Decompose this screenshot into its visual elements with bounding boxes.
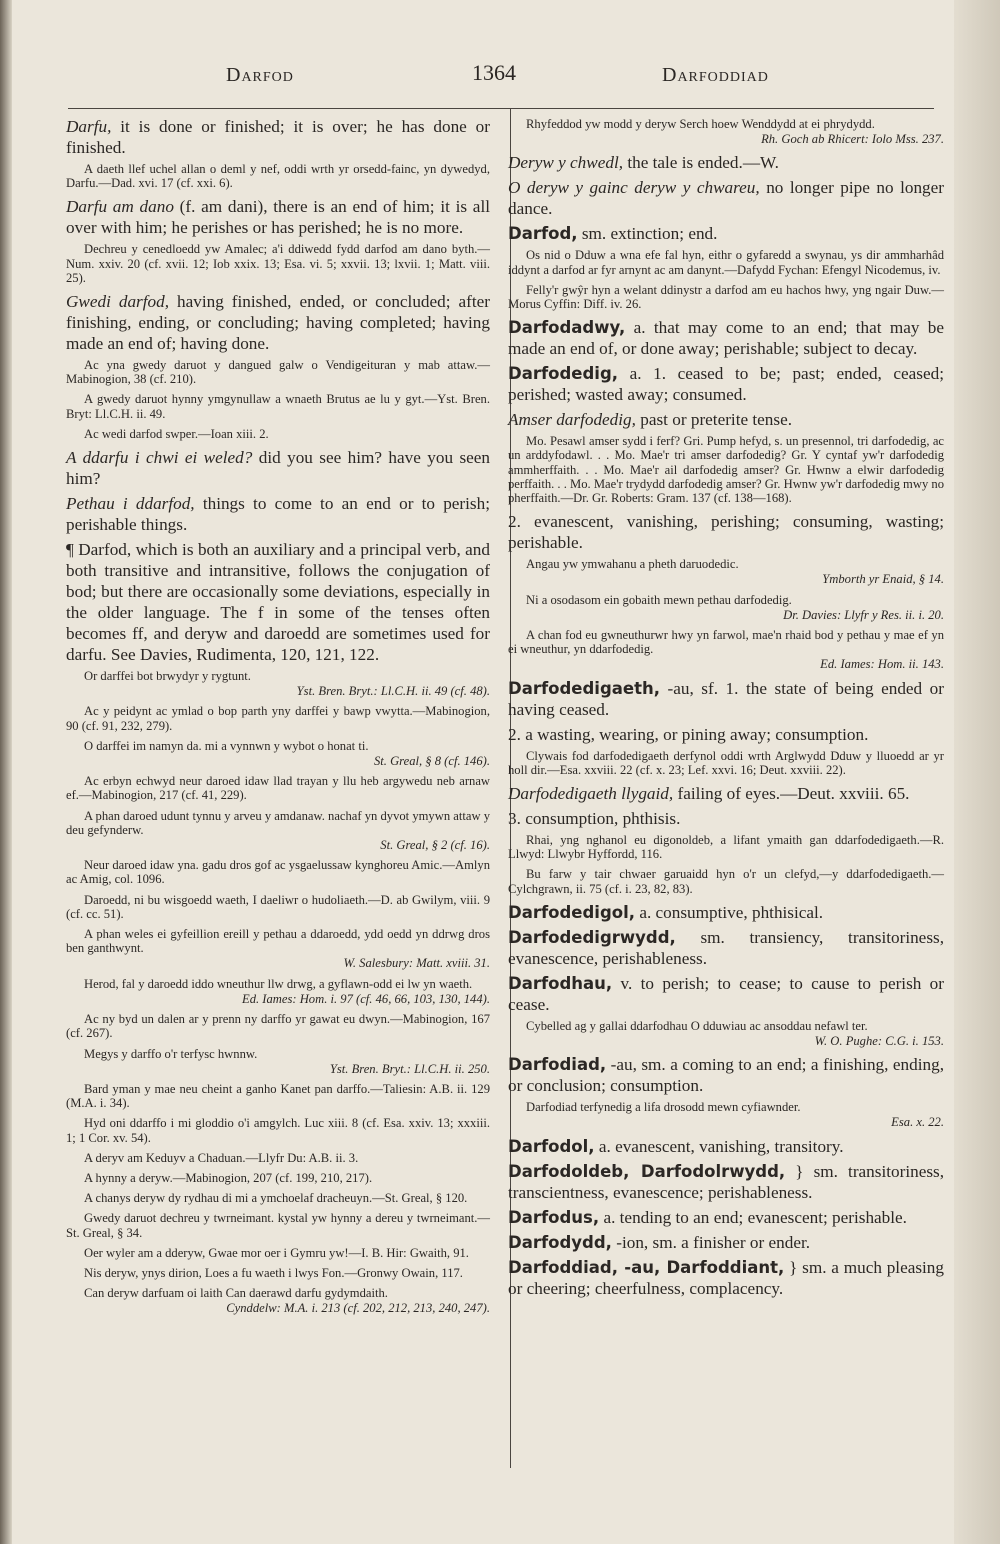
quotation xyxy=(508,434,944,505)
header-rule xyxy=(68,108,934,109)
phrase-headword: Darfu am dano xyxy=(66,197,174,217)
entry-text: Angau yw ymwahanu a pheth daruodedic. xyxy=(526,557,739,572)
entry-text: Bard yman y mae neu cheint a ganho Kanet pan darffo.—Taliesin: A.B. ii. 129 (M.A. i. 34). xyxy=(66,1081,490,1111)
entry-text: having finished, ended, or concluded; after finishing, ending, or concluding; having completed; having made an end of; having done. xyxy=(66,292,490,354)
entry-text: Felly'r gwŷr hyn a welant ddinystr a darfod am eu hachos hwy, yng ngair Duw.—Morus Cyffin: Diff. iv. 26. xyxy=(508,282,944,312)
quotation xyxy=(66,1191,490,1205)
header-right-word: Darfoddiad xyxy=(662,64,769,86)
entry-text: the tale is ended.—W. xyxy=(623,153,779,173)
quotation xyxy=(508,117,944,131)
phrase-headword: Amser darfodedig, xyxy=(508,410,636,430)
quotation xyxy=(66,1211,490,1239)
headword: Darfodus, xyxy=(508,1207,600,1227)
citation xyxy=(508,572,944,586)
headword: Darfoddiad, -au, Darfoddiant, xyxy=(508,1257,785,1277)
quotation xyxy=(66,1012,490,1040)
quotation xyxy=(66,162,490,190)
headword: Darfodedigaeth, xyxy=(508,678,660,698)
headword: Darfodhau, xyxy=(508,973,613,993)
citation xyxy=(508,608,944,622)
entry-text: A hynny a deryw.—Mabinogion, 207 (cf. 199, 210, 217). xyxy=(84,1170,373,1185)
entry-text: it is done or finished; it is over; he has done or finished. xyxy=(66,117,490,157)
entry-paragraph xyxy=(66,539,490,665)
entry-text: -au, sf. 1. the state of being ended or having ceased. xyxy=(508,678,944,719)
entry-text: } sm. a much pleasing or cheering; cheerfulness, complacency. xyxy=(508,1257,944,1298)
page-shadow-left xyxy=(0,0,12,1544)
entry-text: Megys y darffo o'r terfysc hwnnw. xyxy=(84,1046,258,1061)
headword: Darfodadwy, xyxy=(508,318,626,338)
headword: Darfodedigol, xyxy=(508,902,636,922)
entry-text: Oer wyler am a dderyw, Gwae mor oer i Gymru yw!—I. B. Hir: Gwaith, 91. xyxy=(84,1245,469,1260)
entry-text: Cybelled ag y gallai ddarfodhau O dduwiau ac ansoddau nefawl ter. xyxy=(526,1018,868,1033)
entry-paragraph xyxy=(508,152,944,173)
entry-text: Ed. Iames: Hom. ii. 143. xyxy=(820,657,944,672)
quotation xyxy=(508,628,944,656)
entry-text: 3. consumption, phthisis. xyxy=(508,809,681,829)
entry-text: sm. extinction; end. xyxy=(577,224,718,244)
entry-text: v. to perish; to cease; to cause to perish or cease. xyxy=(508,973,944,1014)
entry-paragraph xyxy=(66,196,490,238)
entry-text: Gwedy daruot dechreu y twrneimant. kystal yw hynny a dereu y twrneimant.—St. Greal, § 34. xyxy=(66,1211,490,1240)
entry-text: Yst. Bren. Bryt.: Ll.C.H. ii. 250. xyxy=(329,1061,490,1076)
entry-text: O darffei im namyn da. mi a vynnwn y wybot o honat ti. xyxy=(84,738,369,753)
phrase-headword: O deryw y gainc deryw y chwareu, xyxy=(508,178,760,198)
entry-text: 2. a wasting, wearing, or pining away; consumption. xyxy=(508,724,869,744)
entry-text: no longer pipe no longer dance. xyxy=(508,178,944,219)
entry-text: Hyd oni ddarffo i mi gloddio o'i amgylch. Luc xiii. 8 (cf. Esa. xxiv. 13; xxxiii. 1; 1 Cor. xv. 54). xyxy=(66,1116,490,1145)
right-column xyxy=(508,116,944,1303)
entry-text: a. 1. ceased to be; past; ended, ceased; perished; wasted away; consumed. xyxy=(508,364,944,405)
entry-text: past or preterite tense. xyxy=(635,410,793,430)
phrase-headword: Deryw y chwedl, xyxy=(508,153,624,173)
entry-paragraph xyxy=(508,1207,944,1228)
entry-text: W. O. Pughe: C.G. i. 153. xyxy=(814,1034,944,1049)
quotation xyxy=(508,867,944,895)
quotation xyxy=(66,977,490,991)
entry-text: W. Salesbury: Matt. xviii. 31. xyxy=(343,956,490,971)
quotation xyxy=(66,1246,490,1260)
quotation xyxy=(66,1047,490,1061)
citation xyxy=(508,1034,944,1048)
quotation xyxy=(66,242,490,285)
entry-paragraph xyxy=(508,1136,944,1157)
entry-text: Can deryw darfuam oi laith Can daerawd darfu gydymdaith. xyxy=(84,1286,388,1301)
quotation xyxy=(66,1151,490,1165)
quotation xyxy=(508,749,944,777)
citation xyxy=(66,754,490,768)
quotation xyxy=(66,893,490,921)
entry-text: A phan weles ei gyfeillion ereill y pethau a ddaroedd, ydd oedd yn ddrwg dros ben ganthwynt. xyxy=(66,927,490,956)
quotation xyxy=(508,248,944,276)
entry-paragraph xyxy=(508,724,944,745)
phrase-headword: Darfu, xyxy=(66,117,112,136)
citation xyxy=(66,992,490,1006)
entry-text: ¶ Darfod, which is both an auxiliary and a principal verb, and both transitive and intransitive, follows the conjugation of bod; but there are occasionally some deviations, especially in the older language. The f in some of the tenses often becomes ff, and deryw and daroedd are sometimes used for darfu. See Davies, Rudimenta, 120, 121, 122. xyxy=(66,540,490,665)
entry-paragraph xyxy=(508,927,944,969)
citation xyxy=(508,1115,944,1129)
entry-paragraph xyxy=(66,116,490,158)
entry-text: A phan daroed udunt tynnu y arveu y amdanaw. nachaf yn dyvot ymywn attaw y deu gefynderw. xyxy=(66,808,490,837)
quotation xyxy=(66,392,490,420)
entry-text: Herod, fal y daroedd iddo wneuthur llw drwg, a gyflawn-odd ei lw yn waeth. xyxy=(84,976,473,991)
quotation xyxy=(66,739,490,753)
quotation xyxy=(66,809,490,837)
entry-paragraph xyxy=(508,678,944,720)
entry-paragraph xyxy=(508,902,944,923)
entry-paragraph xyxy=(508,177,944,219)
running-header xyxy=(0,60,1000,100)
entry-text: St. Greal, § 2 (cf. 16). xyxy=(380,838,490,853)
entry-text: Yst. Bren. Bryt.: Ll.C.H. ii. 49 (cf. 48). xyxy=(296,684,490,699)
entry-text: Dechreu y cenedloedd yw Amalec; a'i ddiwedd fydd darfod am dano byth.—Num. xxiv. 20 (cf. xvii. 12; Iob xxix. 13; Esa. vi. 5; xxvii. 13; lxvii. 1; Matt. viii. 25). xyxy=(66,242,490,285)
citation xyxy=(66,1062,490,1076)
entry-text: St. Greal, § 8 (cf. 146). xyxy=(373,754,490,769)
quotation xyxy=(66,669,490,683)
quotation xyxy=(66,427,490,441)
quotation xyxy=(66,1116,490,1144)
entry-text: Rh. Goch ab Rhicert: Iolo Mss. 237. xyxy=(761,132,944,147)
quotation xyxy=(508,283,944,311)
entry-paragraph xyxy=(508,1232,944,1253)
entry-paragraph xyxy=(66,493,490,535)
entry-text: a. consumptive, phthisical. xyxy=(635,902,824,922)
quotation xyxy=(66,774,490,802)
entry-text: a. tending to an end; evanescent; perishable. xyxy=(599,1207,907,1227)
entry-paragraph xyxy=(508,1054,944,1096)
entry-text: Ac erbyn echwyd neur daroed idaw llad trayan y llu heb argywedu neb arnaw ef.—Mabinogion, 217 (cf. 41, 229). xyxy=(66,774,490,803)
headword: Darfodedigrwydd, xyxy=(508,927,676,947)
entry-text: failing of eyes.—Deut. xxviii. 65. xyxy=(673,784,910,804)
entry-paragraph xyxy=(508,317,944,359)
entry-paragraph xyxy=(508,783,944,804)
entry-text: Neur daroed idaw yna. gadu dros gof ac ysgaelussaw kynghoreu Amic.—Amlyn ac Amig, col. 1096. xyxy=(66,858,490,887)
citation xyxy=(66,1301,490,1315)
entry-text: A chanys deryw dy rydhau di mi a ymchoelaf dracheuyn.—St. Greal, § 120. xyxy=(84,1191,468,1206)
entry-text: A deryv am Keduyv a Chaduan.—Llyfr Du: A.B. ii. 3. xyxy=(84,1150,359,1165)
entry-text: Dr. Davies: Llyfr y Res. ii. i. 20. xyxy=(783,607,944,622)
entry-paragraph xyxy=(508,973,944,1015)
phrase-headword: Darfodedigaeth llygaid, xyxy=(508,784,674,804)
quotation xyxy=(66,704,490,732)
entry-text: Nis deryw, ynys dirion, Loes a fu waeth i lwys Fon.—Gronwy Owain, 117. xyxy=(84,1265,463,1280)
page-edge-right xyxy=(954,0,1000,1544)
entry-text: did you see him? have you seen him? xyxy=(66,448,490,489)
quotation xyxy=(66,858,490,886)
quotation xyxy=(66,1171,490,1185)
quotation xyxy=(508,593,944,607)
headword: Darfod, xyxy=(508,224,578,244)
entry-text: 2. evanescent, vanishing, perishing; consuming, wasting; perishable. xyxy=(508,512,944,553)
entry-paragraph xyxy=(508,511,944,553)
entry-text: -ion, sm. a finisher or ender. xyxy=(611,1232,811,1252)
entry-text: sm. transiency, transitoriness, evanescence, perishableness. xyxy=(508,927,944,968)
entry-text: Or darffei bot brwydyr y rygtunt. xyxy=(84,669,251,684)
entry-text: Cynddelw: M.A. i. 213 (cf. 202, 212, 213, 240, 247). xyxy=(226,1301,490,1316)
headword: Darfodedig, xyxy=(508,364,619,384)
entry-paragraph xyxy=(508,808,944,829)
entry-text: Ed. Iames: Hom. i. 97 (cf. 46, 66, 103, 130, 144). xyxy=(242,991,490,1006)
entry-text: Ac ny byd un dalen ar y prenn ny darffo yr gawat eu dwyn.—Mabinogion, 167 (cf. 267). xyxy=(66,1012,490,1041)
entry-text: Darfodiad terfynedig a lifa drosodd mewn cyfiawnder. xyxy=(526,1100,801,1115)
quotation xyxy=(508,557,944,571)
phrase-headword: A ddarfu i chwi ei weled? xyxy=(66,448,253,468)
entry-paragraph xyxy=(66,447,490,489)
quotation xyxy=(66,1286,490,1300)
quotation xyxy=(66,1082,490,1110)
entry-text: Rhyfeddod yw modd y deryw Serch hoew Wenddydd at ei phrydydd. xyxy=(526,117,875,131)
header-left-word: Darfod xyxy=(226,64,294,86)
entry-text: } sm. transitoriness, transcientness, evanescence; perishableness. xyxy=(508,1161,944,1202)
entry-paragraph xyxy=(508,1257,944,1299)
entry-text: Rhai, yng nghanol eu digonoldeb, a lifant ymaith gan ddarfodedigaeth.—R. Llwyd: Llwybr Hyffordd, 116. xyxy=(508,833,944,862)
entry-text: Ac wedi darfod swper.—Ioan xiii. 2. xyxy=(84,426,269,441)
entry-text: Ymborth yr Enaid, § 14. xyxy=(822,572,944,587)
entry-paragraph xyxy=(66,291,490,354)
entry-text: A chan fod eu gwneuthurwr hwy yn farwol, mae'n rhaid bod y pethau y mae ef yn ei wneuthur, yn ddarfodedig. xyxy=(508,628,944,657)
entry-text: Ac yna gwedy daruot y dangued galw o Vendigeituran y mab attaw.—Mabinogion, 38 (cf. 210). xyxy=(66,358,490,387)
phrase-headword: Pethau i ddarfod, xyxy=(66,494,195,514)
entry-text: things to come to an end or to perish; perishable things. xyxy=(66,494,490,535)
entry-text: Ac y peidynt ac ymlad o bop parth yny darffei y bawp vwytta.—Mabinogion, 90 (cf. 91, 232, 279). xyxy=(66,704,490,733)
entry-text: Daroedd, ni bu wisgoedd waeth, I daeliwr o hudoliaeth.—D. ab Gwilym, viii. 9 (cf. cc. 51). xyxy=(66,892,490,921)
entry-text: a. that may come to an end; that may be made an end of, or done away; perishable; subject to decay. xyxy=(508,318,944,359)
entry-text: Ni a osodasom ein gobaith mewn pethau darfodedig. xyxy=(526,592,792,607)
quotation xyxy=(66,927,490,955)
headword: Darfodol, xyxy=(508,1136,595,1156)
citation xyxy=(66,684,490,698)
entry-text: (f. am dani), there is an end of him; it is all over with him; he perishes or has perished; he is no more. xyxy=(66,197,490,238)
citation xyxy=(508,132,944,146)
citation xyxy=(66,838,490,852)
entry-text: Mo. Pesawl amser sydd i ferf? Gri. Pump hefyd, s. un presennol, tri darfodedig, ac un arddyfodawl. . . Mo. Mae'r tri amser darfodedig? Gr. Y cyntaf yw'r darfodedig ammherffaith. . . Mo. Mae'r ail darfodedig amser? Gr. Hwnw a elwir darfodedig perffaith. . . Mo. Mae'r trydydd darfodedig amser? Gr. Hwnw yw'r darfodedig mwy no pherffaith.—Dr. Gr. Roberts: Gram. 137 (cf. 138—168). xyxy=(508,434,944,506)
headword: Darfodoldeb, Darfodolrwydd, xyxy=(508,1161,786,1181)
left-column xyxy=(66,116,490,1322)
entry-paragraph xyxy=(508,223,944,244)
entry-text: Clywais fod darfodedigaeth derfynol oddi wrth Arglwydd Dduw y lluoedd ar yr holl dir.—Esa. xxviii. 22 (cf. x. 23; Lef. xxvi. 16; Deut. xxviii. 22). xyxy=(508,748,944,777)
citation xyxy=(66,956,490,970)
quotation xyxy=(508,833,944,861)
entry-text: Bu farw y tair chwaer garuaidd hyn o'r un clefyd,—y ddarfodedigaeth.—Cylchgrawn, ii. 75 (cf. i. 23, 82, 83). xyxy=(508,867,944,896)
page-number: 1364 xyxy=(472,60,516,85)
quotation xyxy=(66,358,490,386)
quotation xyxy=(508,1100,944,1114)
entry-text: Esa. x. 22. xyxy=(891,1115,944,1130)
entry-text: A gwedy daruot hynny ymgynullaw a wnaeth Brutus ae lu y gyt.—Yst. Bren. Bryt: Ll.C.H. ii. 49. xyxy=(66,392,490,421)
entry-paragraph xyxy=(508,409,944,430)
entry-text: -au, sm. a coming to an end; a finishing, ending, or conclusion; consumption. xyxy=(508,1055,944,1096)
entry-paragraph xyxy=(508,1161,944,1203)
headword: Darfodydd, xyxy=(508,1232,612,1252)
citation xyxy=(508,657,944,671)
entry-text: a. evanescent, vanishing, transitory. xyxy=(594,1136,844,1156)
entry-text: Os nid o Dduw a wna efe fal hyn, eithr o gyfaredd a swynau, ys dir ammharhâd iddynt a darfod ar fyr arnynt ac am danynt.—Dafydd Fychan: Efengyl Nicodemus, iv. xyxy=(508,248,944,277)
quotation xyxy=(66,1266,490,1280)
entry-text: A daeth llef uchel allan o deml y nef, oddi wrth yr orsedd-fainc, yn dywedyd, Darfu.—Dad. xvi. 17 (cf. xxi. 6). xyxy=(66,162,490,191)
headword: Darfodiad, xyxy=(508,1055,607,1075)
phrase-headword: Gwedi darfod, xyxy=(66,292,170,312)
quotation xyxy=(508,1019,944,1033)
entry-paragraph xyxy=(508,363,944,405)
